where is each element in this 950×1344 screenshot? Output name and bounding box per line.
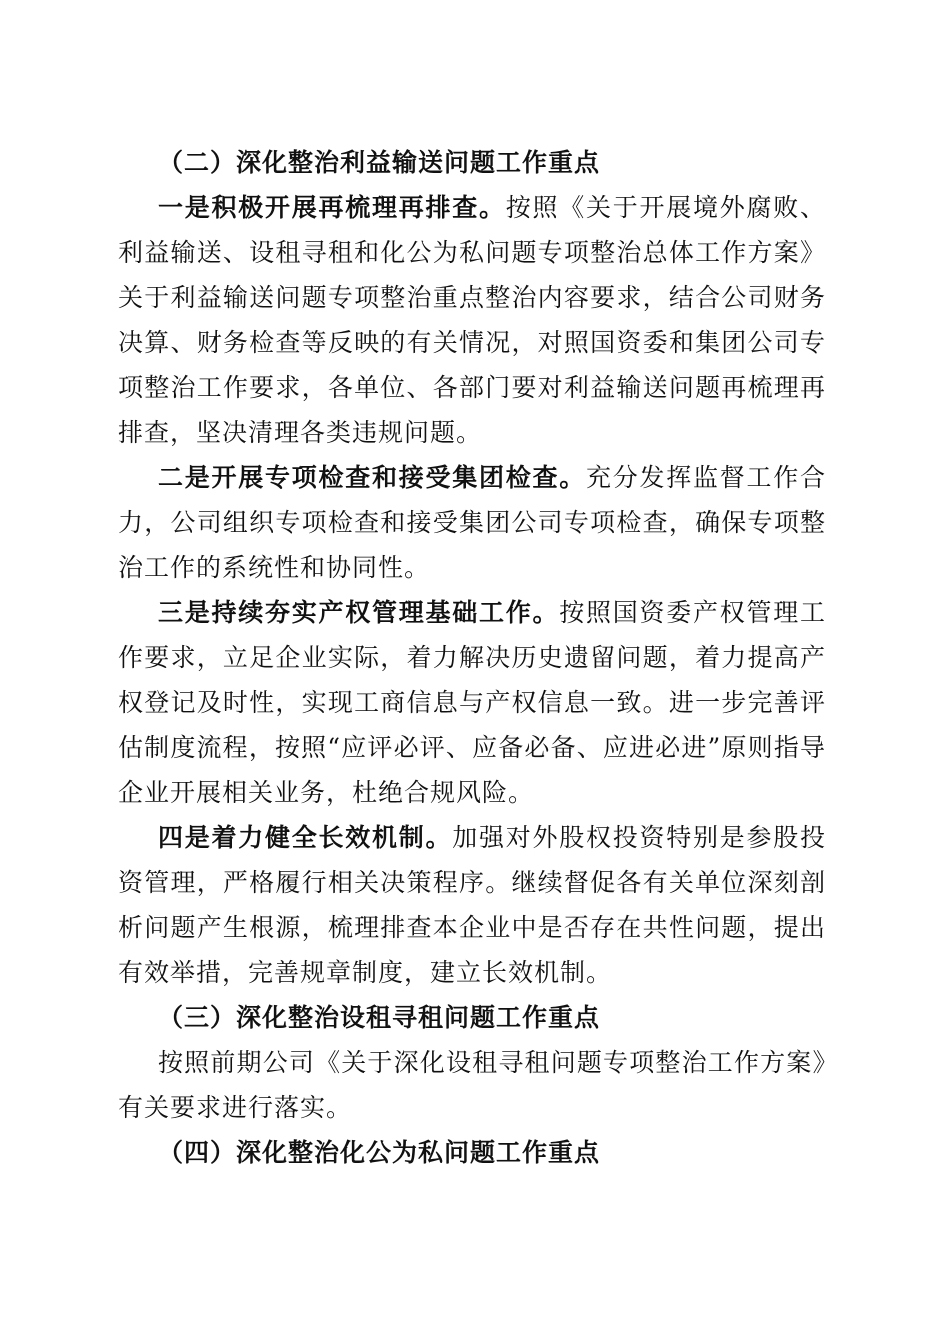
paragraph-2	[118, 455, 826, 590]
section-heading-3: （三）深化整治设租寻租问题工作重点	[158, 1003, 601, 1032]
paragraph-1-lead: 一是积极开展再梳理再排查。	[158, 193, 506, 222]
paragraph-4-body: 加强对外股权投资特别是参股投资管理，严格履行相关决策程序。继续督促各有关单位深刻剖析问题产生根源，梳理排查本企业中是否存在共性问题，提出有效举措，完善规章制度，建立长效机制。	[118, 823, 826, 987]
paragraph-5-body: 按照前期公司《关于深化设租寻租问题专项整治工作方案》有关要求进行落实。	[118, 1048, 826, 1122]
section-heading-4: （四）深化整治化公为私问题工作重点	[158, 1138, 601, 1167]
paragraph-5	[118, 1040, 826, 1130]
paragraph-2-body: 充分发挥监督工作合力，公司组织专项检查和接受集团公司专项检查，确保专项整治工作的系统性和协同性。	[118, 463, 826, 582]
document-page	[118, 140, 826, 1175]
paragraph-1	[118, 185, 826, 455]
paragraph-4	[118, 815, 826, 995]
section-heading-2: （二）深化整治利益输送问题工作重点	[158, 148, 601, 177]
paragraph-4-lead: 四是着力健全长效机制。	[158, 823, 453, 852]
paragraph-3-lead: 三是持续夯实产权管理基础工作。	[158, 598, 560, 627]
paragraph-3	[118, 590, 826, 815]
paragraph-2-lead: 二是开展专项检查和接受集团检查。	[158, 463, 586, 492]
paragraph-3-body: 按照国资委产权管理工作要求，立足企业实际，着力解决历史遗留问题，着力提高产权登记及时性，实现工商信息与产权信息一致。进一步完善评估制度流程，按照“应评必评、应备必备、应进必进”原则指导企业开展相关业务，杜绝合规风险。	[118, 598, 826, 807]
paragraph-1-body: 按照《关于开展境外腐败、利益输送、设租寻租和化公为私问题专项整治总体工作方案》关于利益输送问题专项整治重点整治内容要求，结合公司财务决算、财务检查等反映的有关情况，对照国资委和集团公司专项整治工作要求，各单位、各部门要对利益输送问题再梳理再排查，坚决清理各类违规问题。	[118, 193, 826, 447]
